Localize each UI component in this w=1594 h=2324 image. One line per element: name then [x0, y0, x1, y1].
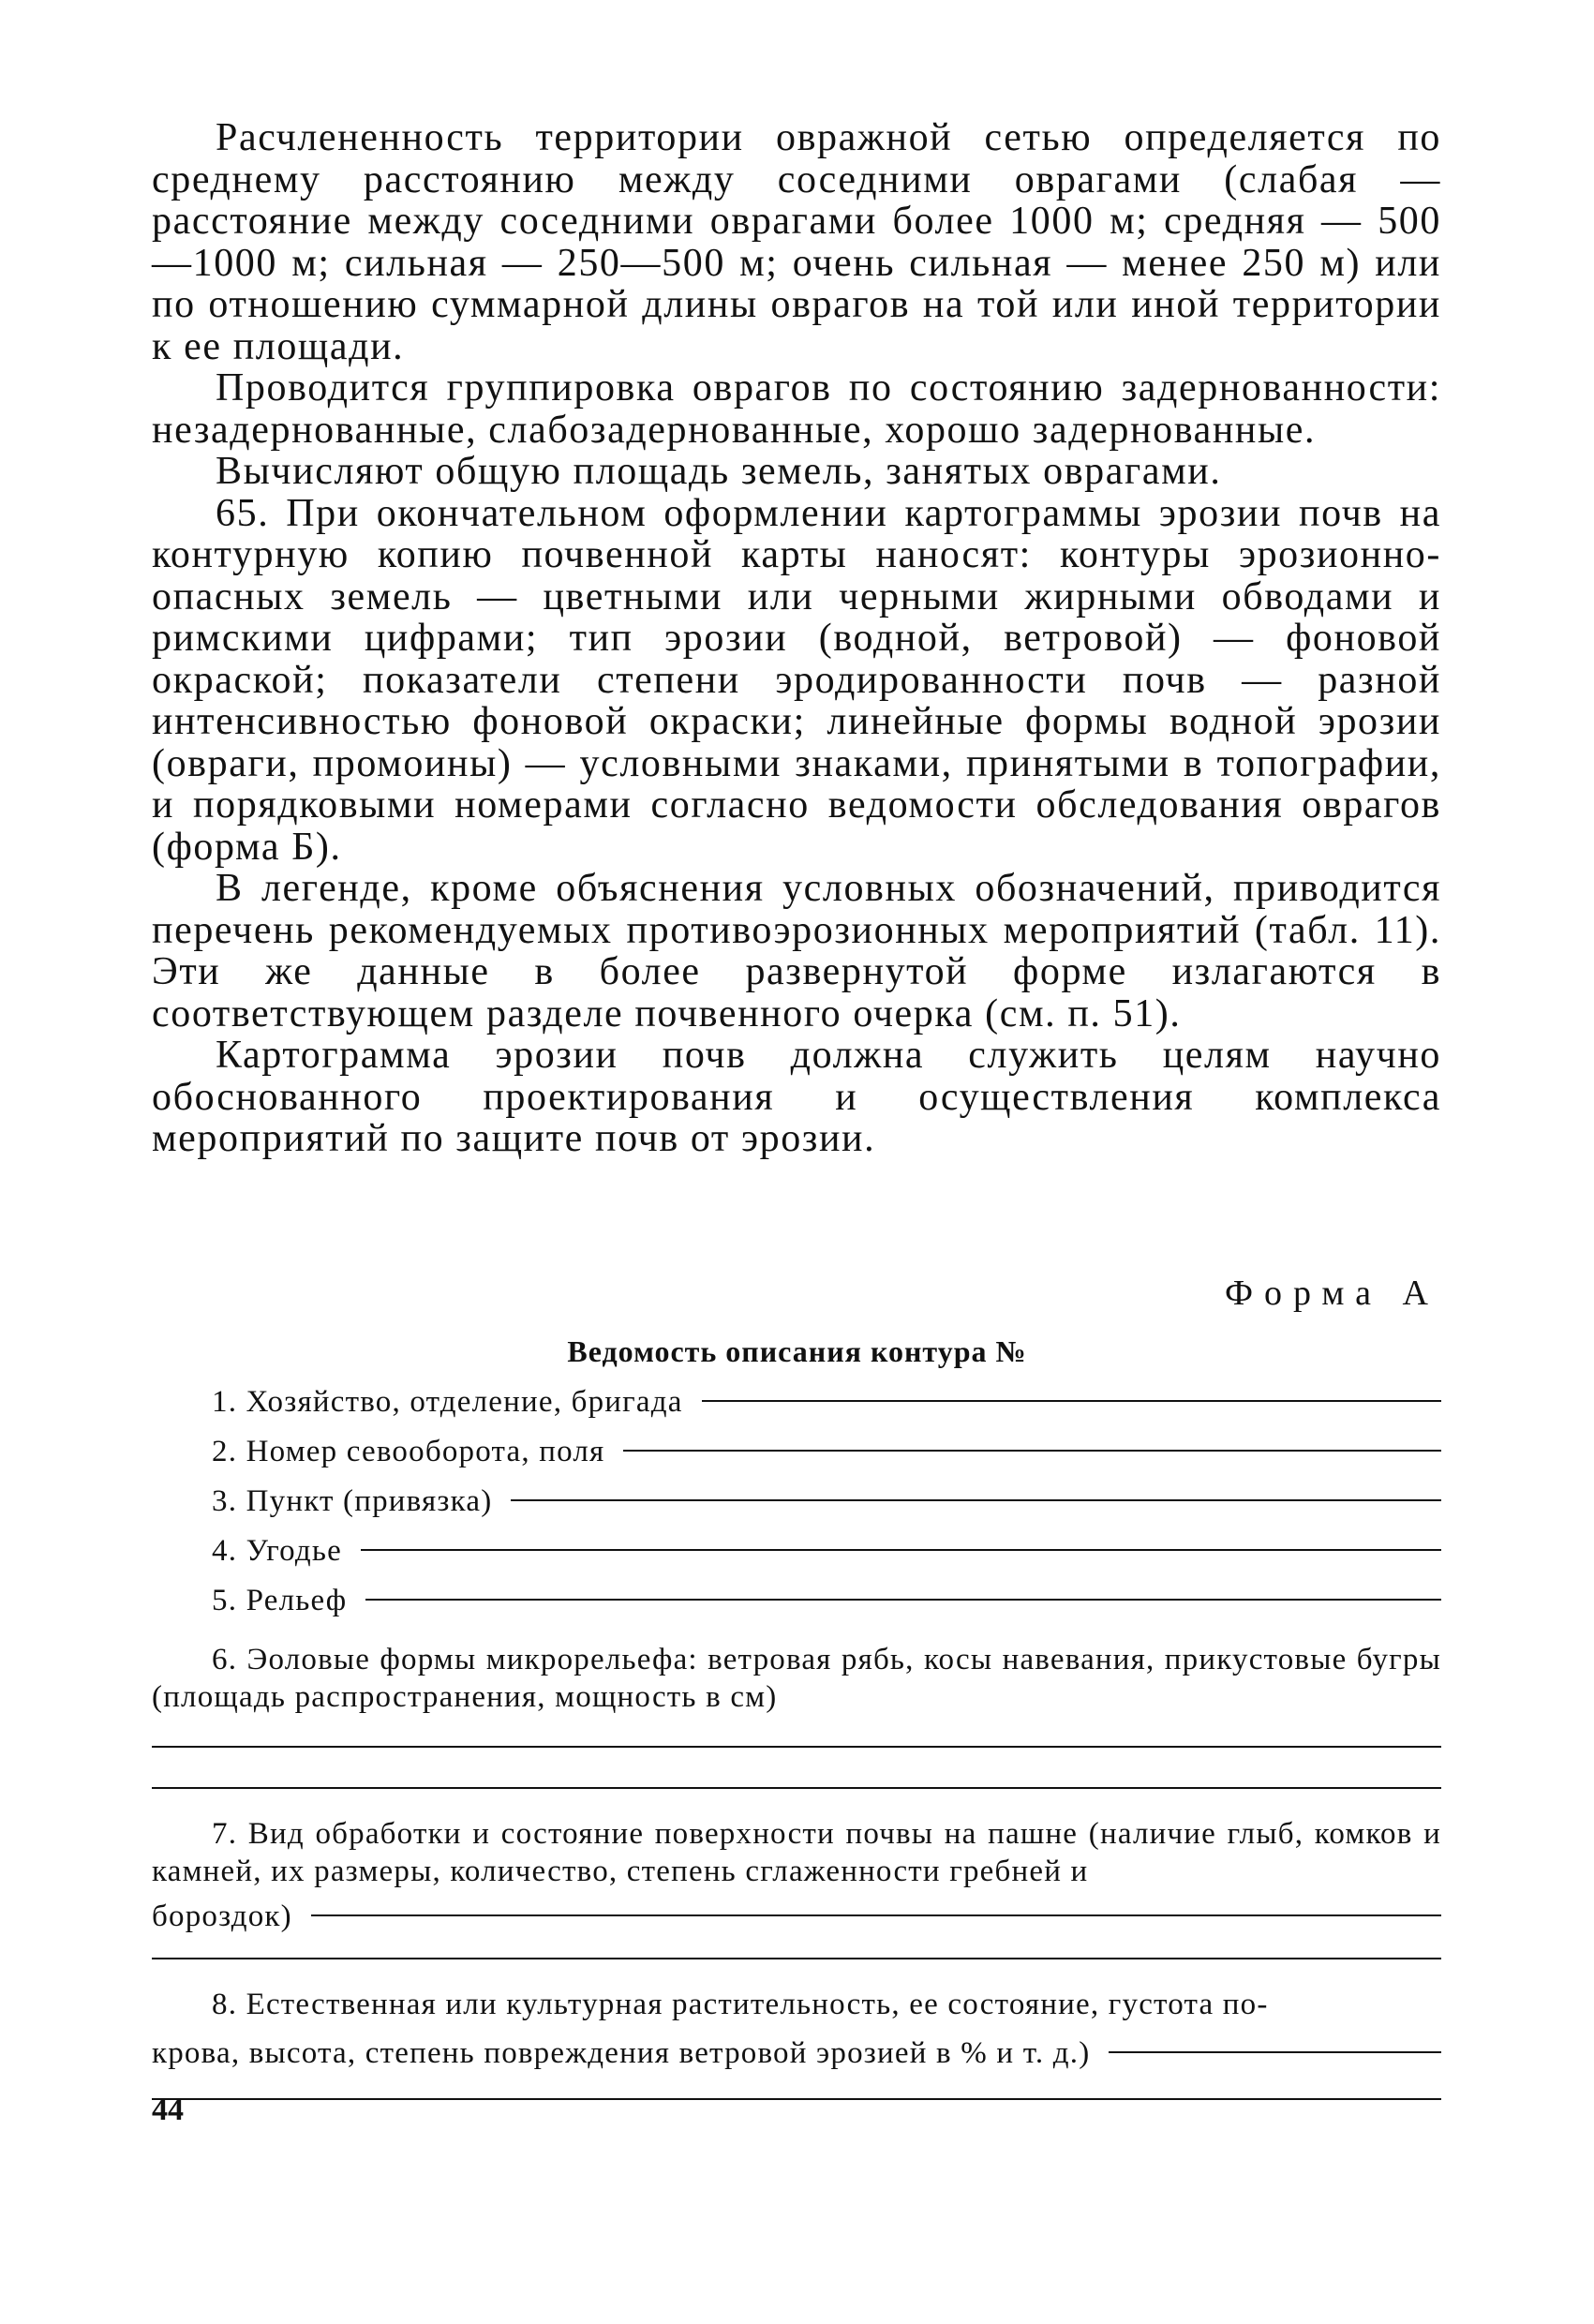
form: [152, 1385, 1441, 2100]
blank-line: [311, 1914, 1441, 1916]
form-item-label: 7. Вид обработки и состояние поверхности почвы на пашне (наличие глыб, комков и камней, их размеры, количество, степень сглаженности гребней и: [152, 1817, 1441, 1888]
blank-line: [702, 1400, 1441, 1402]
form-line: [152, 2034, 1441, 2072]
form-item-label: бороздок): [152, 1899, 292, 1933]
form-item-block: [152, 1986, 1441, 2072]
form-item-label: крова, высота, степень повреждения ветровой эрозией в % и т. д.): [152, 2036, 1091, 2070]
form-item-label: 1. Хозяйство, отделение, бригада: [212, 1385, 683, 1419]
paragraph: Проводится группировка оврагов по состоянию задернованности: незадернованные, слабозадернованные, хорошо задернованные.: [152, 366, 1441, 452]
form-item-label: 3. Пункт (привязка): [212, 1484, 493, 1518]
form-line: [152, 1484, 1441, 1534]
paragraph: Картограмма эрозии почв должна служить целям научно обоснованного проектирования и осуществления комплекса мероприятий по защите почв от эрозии.: [152, 1034, 1441, 1160]
blank-line: [623, 1450, 1441, 1452]
form-line: [152, 1534, 1441, 1584]
blank-line: [152, 1958, 1441, 1959]
page-number: 44: [152, 2093, 184, 2127]
blank-line: [361, 1549, 1441, 1551]
form-item-block: [152, 1815, 1441, 1935]
form-line: [152, 1385, 1441, 1435]
form-item-label: 2. Номер севооборота, поля: [212, 1435, 605, 1468]
paragraph: 65. При окончательном оформлении картограммы эрозии почв на контурную копию почвенной карты наносят: контуры эрозионно-опасных земель — цветными или черными жирными обводами и римскими цифрами; тип эрозии (водной, ветровой) — фоновой окраской; показатели степени эродированности почв — разной интенсивностью фоновой окраски; линейные формы водной эрозии (овраги, промоины) — условными знаками, принятыми в топографии, и порядковыми номерами согласно ведомости обследования оврагов (форма Б).: [152, 491, 1441, 869]
blank-line: [1109, 2051, 1441, 2053]
paragraph: В легенде, кроме объяснения условных обозначений, приводится перечень рекомендуемых противоэрозионных мероприятий (табл. 11). Эти же данные в более развернутой форме излагаются в соответствующем разделе почвенного очерка (см. п. 51).: [152, 867, 1441, 1035]
form-item-label: 8. Естественная или культурная растительность, ее состояние, густота по-: [212, 1988, 1269, 2021]
form-item-label: 5. Рельеф: [212, 1584, 348, 1617]
paragraph: Вычисляют общую площадь земель, занятых оврагами.: [216, 450, 1222, 493]
blank-line: [152, 2098, 1441, 2100]
blank-line: [152, 1787, 1441, 1789]
form-line: [152, 1435, 1441, 1484]
form-item-label: 6. Эоловые формы микрорельефа: ветровая рябь, косы навевания, прикустовые бугры (площадь распространения, мощность в см): [152, 1643, 1441, 1714]
form-line: [152, 1584, 1441, 1633]
blank-line: [511, 1499, 1441, 1501]
blank-line: [152, 1746, 1441, 1748]
form-line: [152, 1898, 1441, 1935]
paragraph: Расчлененность территории овражной сетью определяется по среднему расстоянию между соседними оврагами (слабая — расстояние между соседними оврагами более 1000 м; средняя — 500—1000 м; сильная — 250—500 м; очень сильная — менее 250 м) или по отношению суммарной длины оврагов на той или иной территории к ее площади.: [152, 116, 1441, 368]
body-text: [152, 117, 1441, 1160]
blank-line: [365, 1599, 1441, 1601]
form-title: Ведомость описания контура №: [567, 1334, 1027, 1368]
form-item-label: 4. Угодье: [212, 1534, 343, 1568]
form-item-block: [152, 1641, 1441, 1716]
form-label: Форма А: [1224, 1274, 1439, 1313]
